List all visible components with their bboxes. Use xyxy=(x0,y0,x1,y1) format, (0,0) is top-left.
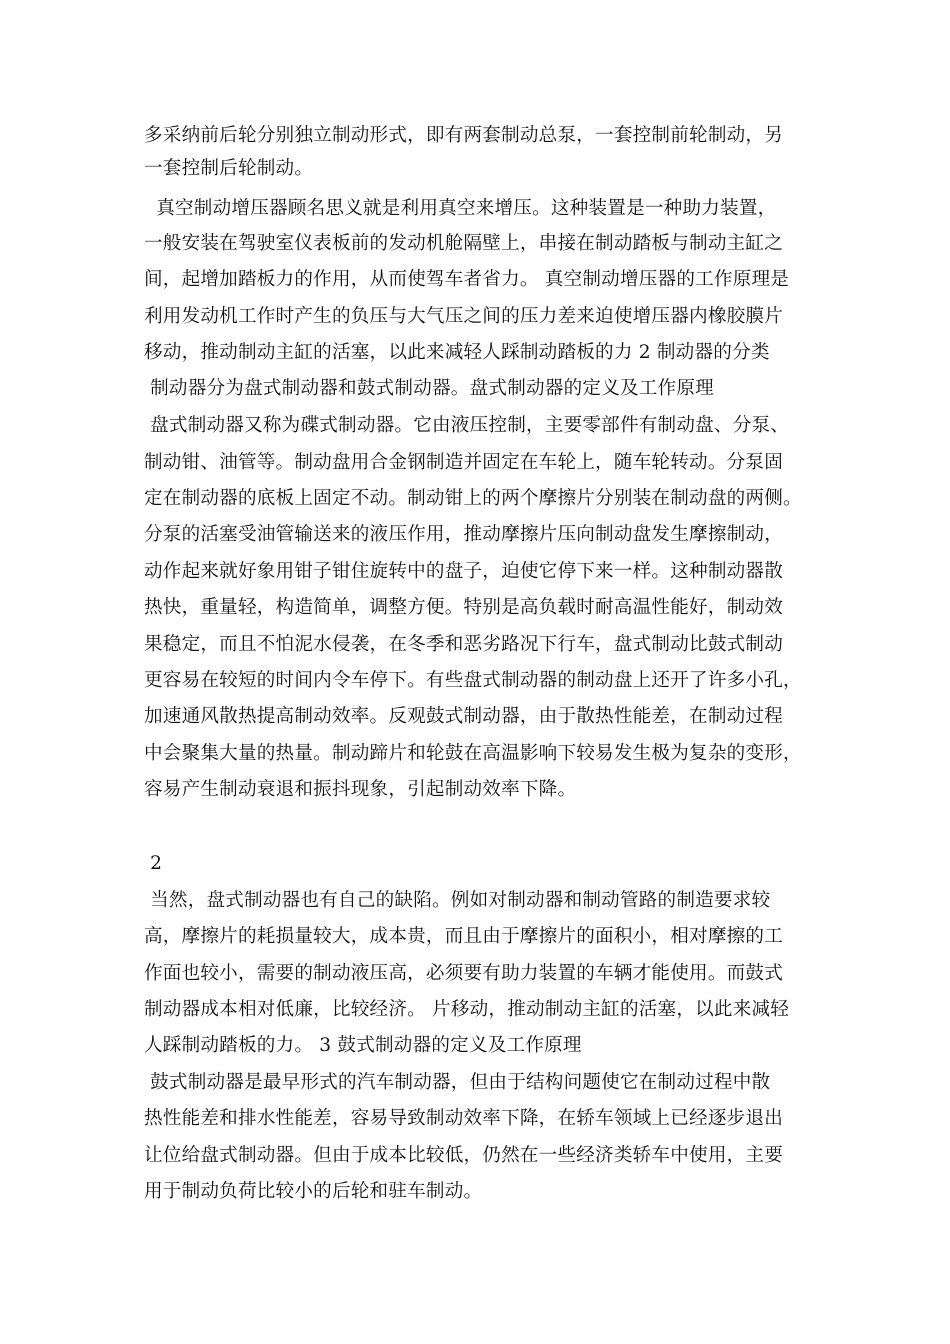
text-line: 用于制动负荷比较小的后轮和驻车制动。 xyxy=(144,1181,483,1202)
text-line: 制动器分为盘式制动器和鼓式制动器。盘式制动器的定义及工作原理 xyxy=(144,378,714,399)
text-line: 容易产生制动衰退和振抖现象，引起制动效率下降。 xyxy=(144,779,577,800)
text-line: 让位给盘式制动器。但由于成本比较低，仍然在一些经济类轿车中使用，主要 xyxy=(144,1145,783,1166)
text-line: 制动钳、油管等。制动盘用合金钢制造并固定在车轮上，随车轮转动。分泵固 xyxy=(144,452,783,473)
text-line: 热性能差和排水性能差，容易导致制动效率下降，在轿车领域上已经逐步退出 xyxy=(144,1108,783,1129)
text-line: 定在制动器的底板上固定不动。制动钳上的两个摩擦片分别装在制动盘的两侧。 xyxy=(144,488,802,509)
text-line: 动作起来就好象用钳子钳住旋转中的盘子，迫使它停下来一样。这种制动器散 xyxy=(144,561,783,582)
text-line: 一套控制后轮制动。 xyxy=(144,158,314,179)
text-line: 制动器成本相对低廉，比较经济。 片移动，推动制动主缸的活塞，以此来减轻 xyxy=(144,999,790,1020)
text-line: 移动，推动制动主缸的活塞，以此来减轻人踩制动踏板的力 2 制动器的分类 xyxy=(144,342,770,363)
page-number: 2 xyxy=(144,853,163,874)
text-line: 分泵的活塞受油管输送来的液压作用，推动摩擦片压向制动盘发生摩擦制动， xyxy=(144,524,783,545)
text-line: 当然，盘式制动器也有自己的缺陷。例如对制动器和制动管路的制造要求较 xyxy=(144,890,771,911)
text-line: 加速通风散热提高制动效率。反观鼓式制动器，由于散热性能差，在制动过程 xyxy=(144,706,783,727)
text-line: 鼓式制动器是最早形式的汽车制动器，但由于结构问题使它在制动过程中散 xyxy=(144,1072,771,1093)
text-line: 间，起增加踏板力的作用，从而使驾车者省力。 真空制动增压器的工作原理是 xyxy=(144,269,790,290)
text-line: 多采纳前后轮分别独立制动形式，即有两套制动总泵，一套控制前轮制动，另 xyxy=(144,125,783,146)
text-line: 果稳定，而且不怕泥水侵袭，在冬季和恶劣路况下行车，盘式制动比鼓式制动 xyxy=(144,634,783,655)
text-line: 利用发动机工作时产生的负压与大气压之间的压力差来迫使增压器内橡胶膜片 xyxy=(144,306,783,327)
text-line: 一般安装在驾驶室仪表板前的发动机舱隔壁上，串接在制动踏板与制动主缸之 xyxy=(144,233,783,254)
text-line: 作面也较小，需要的制动液压高，必须要有助力装置的车辆才能使用。而鼓式 xyxy=(144,963,783,984)
text-line: 盘式制动器又称为碟式制动器。它由液压控制，主要零部件有制动盘、分泵、 xyxy=(144,415,790,436)
text-line: 高，摩擦片的耗损量较大，成本贵，而且由于摩擦片的面积小，相对摩擦的工 xyxy=(144,926,783,947)
text-line: 热快，重量轻，构造简单，调整方便。特别是高负载时耐高温性能好，制动效 xyxy=(144,597,783,618)
text-line: 真空制动增压器顾名思义就是利用真空来增压。这种装置是一种助力装置， xyxy=(144,198,777,219)
text-line: 更容易在较短的时间内令车停下。有些盘式制动器的制动盘上还开了许多小孔， xyxy=(144,670,802,691)
text-line: 中会聚集大量的热量。制动蹄片和轮鼓在高温影响下较易发生极为复杂的变形， xyxy=(144,743,802,764)
text-line: 人踩制动踏板的力。 3 鼓式制动器的定义及工作原理 xyxy=(144,1035,582,1056)
